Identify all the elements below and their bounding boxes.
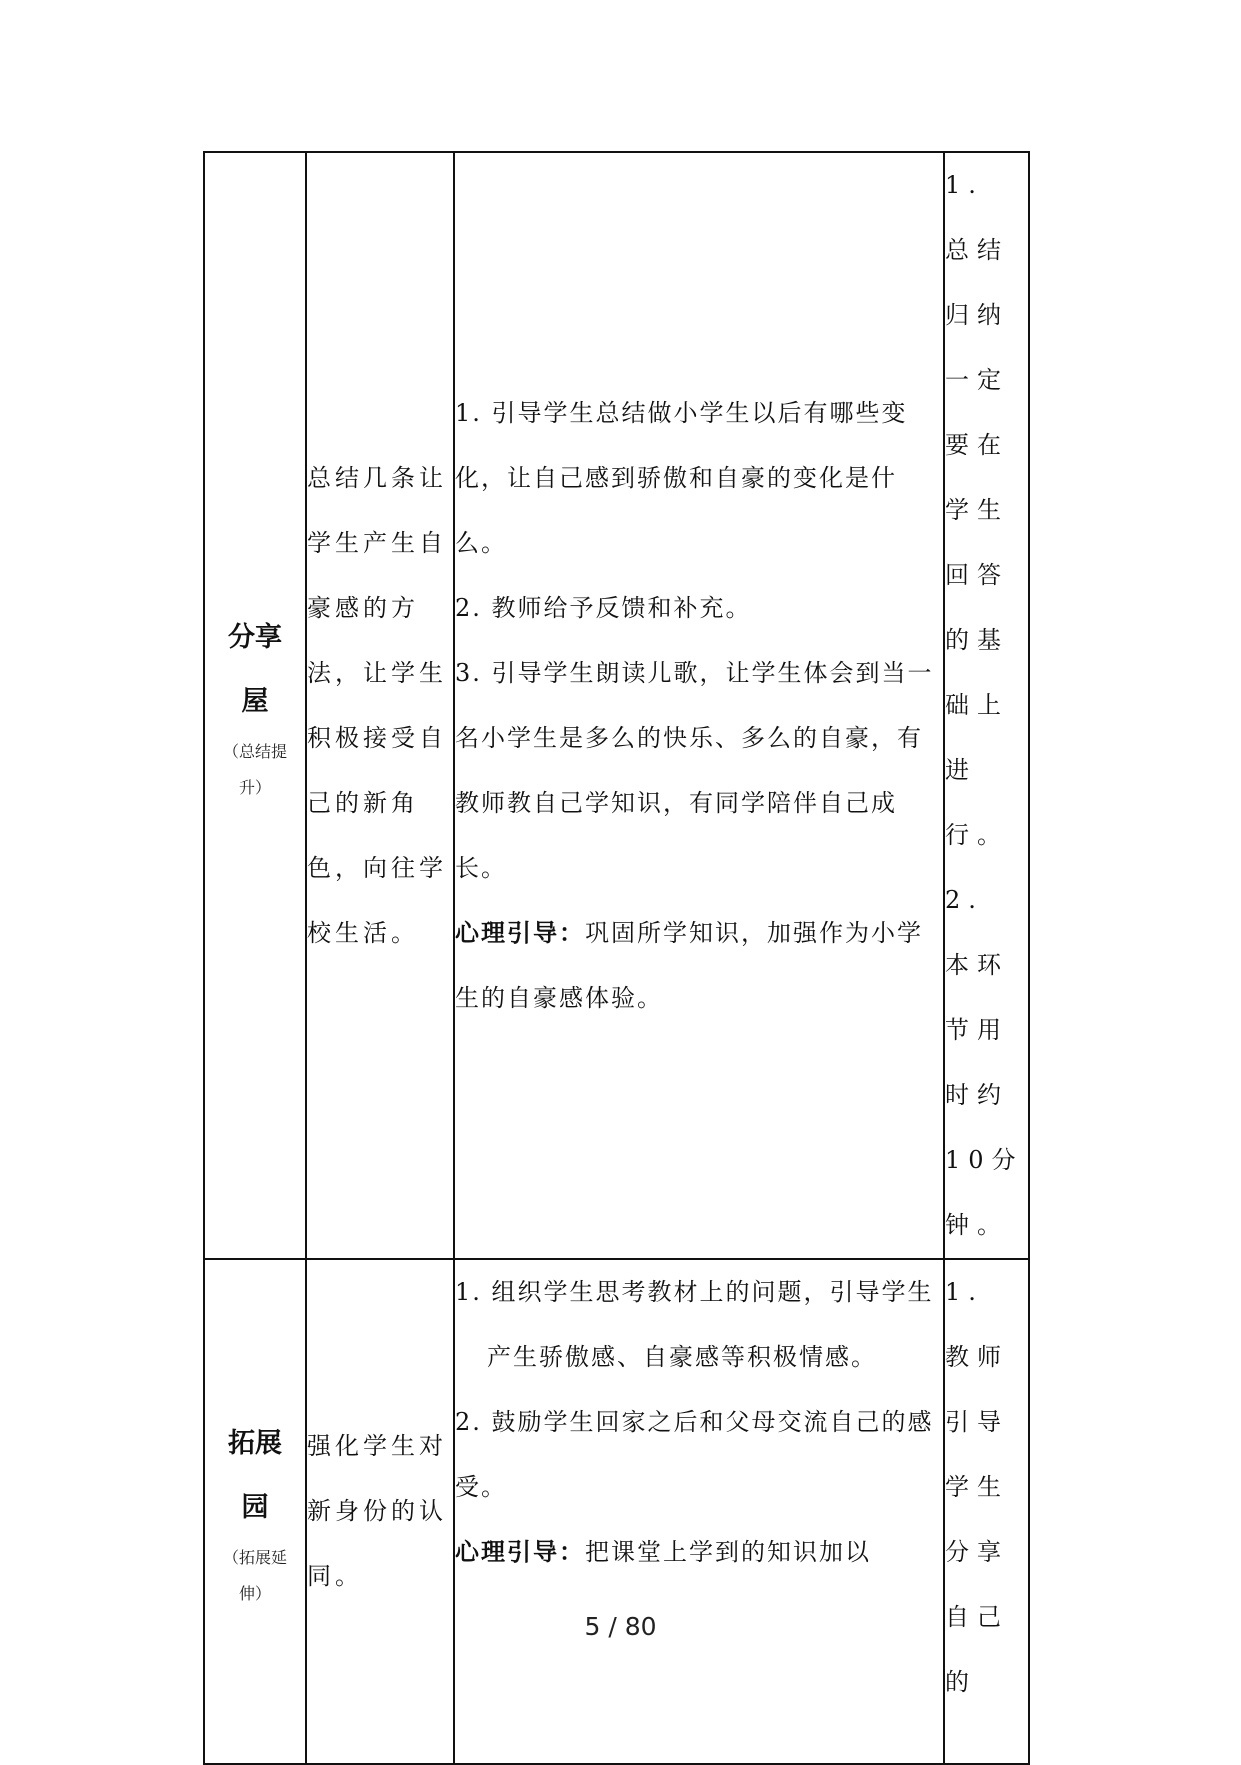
- total-pages: 80: [624, 1612, 657, 1641]
- table-row: [204, 152, 1029, 1259]
- process-step: 2. 教师给予反馈和补充。: [455, 593, 752, 622]
- psych-guidance: [455, 1520, 943, 1585]
- process-step: 1. 引导学生总结做小学生以后有哪些变化，让自己感到骄傲和自豪的变化是什么。: [455, 398, 908, 557]
- guidance-label: 心理引导：: [455, 1538, 585, 1566]
- lesson-plan-table: [203, 151, 1030, 1765]
- note-cell: 1. 总结归纳一定要在学生回答的基础上进行。2. 本环节用时约10分钟。: [944, 152, 1029, 1259]
- goal-cell: 总结几条让学生产生自豪感的方法，让学生积极接受自己的新角色，向往学校生活。: [306, 152, 454, 1259]
- stage-cell: [204, 1259, 306, 1764]
- note-cell: 1. 教师引导学生分享自己的: [944, 1259, 1029, 1764]
- process-cell: [454, 152, 944, 1259]
- stage-subtitle: （总结提升）: [222, 741, 287, 797]
- stage-title: 拓展: [228, 1427, 282, 1459]
- stage-cell: [204, 152, 306, 1259]
- goal-cell: 强化学生对新身份的认同。: [306, 1259, 454, 1764]
- process-step: 3. 引导学生朗读儿歌，让学生体会到当一名小学生是多么的快乐、多么的自豪，有教师教自己学知识，有同学陪伴自己成长。: [455, 658, 934, 882]
- process-step: 1. 组织学生思考教材上的问题，引导学生产生骄傲感、自豪感等积极情感。: [455, 1278, 934, 1371]
- stage-title: 屋: [241, 685, 269, 717]
- current-page: 5: [584, 1612, 601, 1641]
- psych-guidance: [455, 901, 943, 1031]
- stage-title: 园: [241, 1491, 269, 1523]
- stage-subtitle: （拓展延伸）: [222, 1547, 287, 1603]
- page-number: [0, 1612, 1241, 1641]
- process-cell: [454, 1259, 944, 1764]
- guidance-text: 把课堂上学到的知识加以: [585, 1538, 871, 1566]
- process-step: 2. 鼓励学生回家之后和父母交流自己的感受。: [455, 1408, 934, 1501]
- guidance-text: 巩固所学知识，加强作为小学生的自豪感体验。: [455, 918, 923, 1012]
- page-separator: /: [608, 1612, 617, 1641]
- stage-title: 分享: [228, 621, 282, 653]
- table-row: [204, 1259, 1029, 1764]
- guidance-label: 心理引导：: [455, 918, 585, 947]
